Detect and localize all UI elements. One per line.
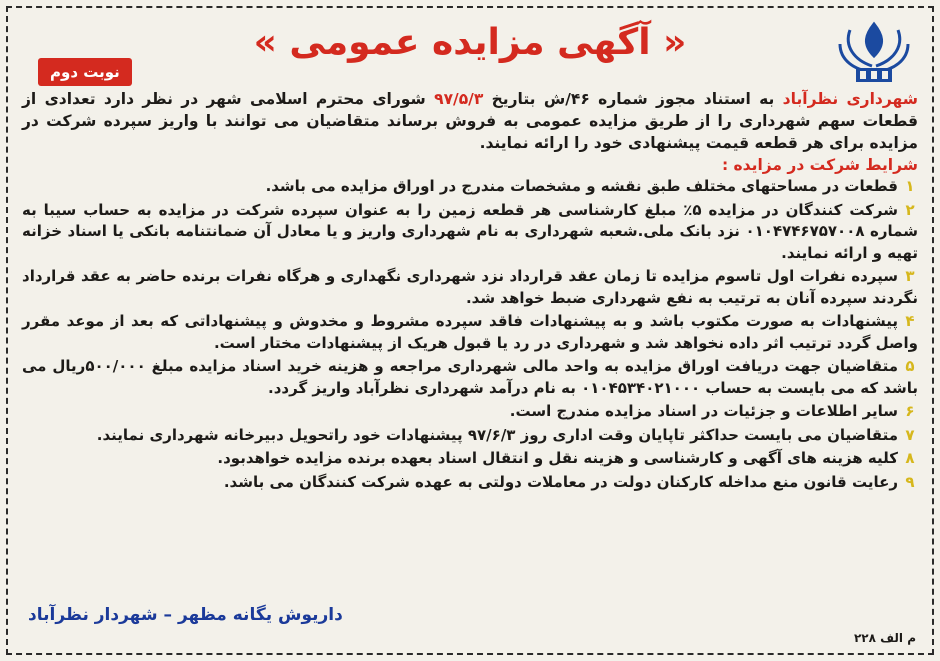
condition-text: شرکت کنندگان در مزایده ۵٪ مبلغ کارشناسی هر قطعه زمین را به عنوان سپرده شرکت در مزایده به حساب سیبا به شماره ۰۱۰۴۷۴۶۷۵۷۰۰۸ نزد بانک ملی.شعبه شهرداری به نام شهرداری واریز و یا معادل آن ضمانتنامه بانکی یا اسناد خزانه تهیه و ارائه نمایند. bbox=[22, 200, 918, 262]
intro-text-1: به استناد مجوز شماره ۴۶/ش بتاریخ bbox=[483, 90, 783, 108]
intro-paragraph bbox=[22, 88, 918, 154]
ad-footer bbox=[22, 605, 918, 645]
condition-item bbox=[22, 200, 918, 265]
condition-text: متقاضیان می بایست حداکثر تاپایان وقت اداری روز ۹۷/۶/۳ پیشنهادات خود راتحویل دبیرخانه شهرداری نمایند. bbox=[96, 425, 898, 444]
condition-text: سپرده نفرات اول تاسوم مزایده تا زمان عقد قرارداد نزد شهرداری نگهداری و هرگاه نفرات برنده حاضر به عقد قرارداد نگردند سپرده آنان به ترتیب به نفع شهرداری ضبط خواهد شد. bbox=[22, 267, 918, 307]
condition-text: متقاضیان جهت دریافت اوراق مزایده به واحد مالی شهرداری مراجعه و هزینه خرید اسناد مزایده مبلغ ۵۰۰/۰۰۰ریال می باشد که می بایست به حساب ۰۱۰۴۵۳۴۰۲۱۰۰۰ به نام درآمد شهرداری نظرآباد واریز گردد. bbox=[22, 357, 918, 397]
condition-text: کلیه هزینه های آگهی و کارشناسی و هزینه نقل و انتقال اسناد بعهده برنده مزایده خواهدبود. bbox=[217, 449, 898, 467]
condition-number: ۵ bbox=[905, 357, 915, 375]
ad-title: « آگهی مزایده عمومی » bbox=[253, 22, 687, 63]
condition-text: پیشنهادات به صورت مکتوب باشد و به پیشنهادات فاقد سپرده مشروط و مخدوش و پیشنهاداتی که بعد از موعد مقرر واصل گردد ترتیب اثر داده نخواهد شد و شهرداری در رد یا قبول هریک از پیشنهادات مختار است. bbox=[22, 312, 918, 352]
condition-text: سایر اطلاعات و جزئیات در اسناد مزایده مندرج است. bbox=[509, 402, 898, 420]
condition-item bbox=[22, 266, 918, 309]
condition-text: رعایت قانون منع مداخله کارکنان دولت در معاملات دولتی به عهده شرکت کنندگان می باشد. bbox=[223, 472, 898, 491]
condition-item bbox=[22, 176, 918, 198]
issuer-name: شهرداری نظرآباد bbox=[782, 90, 918, 108]
permit-date: ۹۷/۵/۳ bbox=[434, 90, 484, 108]
condition-item bbox=[22, 472, 918, 494]
condition-number: ۶ bbox=[905, 402, 915, 420]
condition-number: ۸ bbox=[905, 449, 915, 467]
ad-header bbox=[22, 14, 918, 82]
condition-item bbox=[22, 425, 918, 447]
mayor-signature: داریوش یگانه مظهر – شهردار نظرآباد bbox=[28, 605, 343, 625]
conditions-heading: شرایط شرکت در مزایده : bbox=[721, 156, 918, 174]
condition-number: ۱ bbox=[905, 177, 915, 195]
condition-item bbox=[22, 401, 918, 423]
condition-number: ۲ bbox=[905, 200, 915, 219]
reference-code: م الف ۲۲۸ bbox=[853, 631, 916, 645]
condition-item bbox=[22, 356, 918, 399]
condition-text: قطعات در مساحتهای مختلف طبق نقشه و مشخصات مندرج در اوراق مزایده می باشد. bbox=[265, 177, 898, 195]
advertisement-frame bbox=[6, 6, 934, 655]
condition-number: ۹ bbox=[905, 472, 915, 491]
condition-number: ۷ bbox=[905, 425, 915, 444]
condition-item bbox=[22, 311, 918, 354]
edition-badge: نوبت دوم bbox=[38, 58, 132, 86]
intro-text-2: شورای محترم اسلامی شهر در نظر دارد تعدادی از قطعات سهم شهرداری را از طریق مزایده عمومی به فروش برساند متقاضیان می توانند با واریز سپرده شرکت در مزایده برای هر قطعه قیمت پیشنهادی خود را ارائه نمایند. bbox=[22, 90, 918, 152]
conditions-list bbox=[22, 176, 918, 493]
condition-item bbox=[22, 448, 918, 470]
condition-number: ۴ bbox=[905, 312, 915, 330]
condition-number: ۳ bbox=[905, 267, 915, 285]
